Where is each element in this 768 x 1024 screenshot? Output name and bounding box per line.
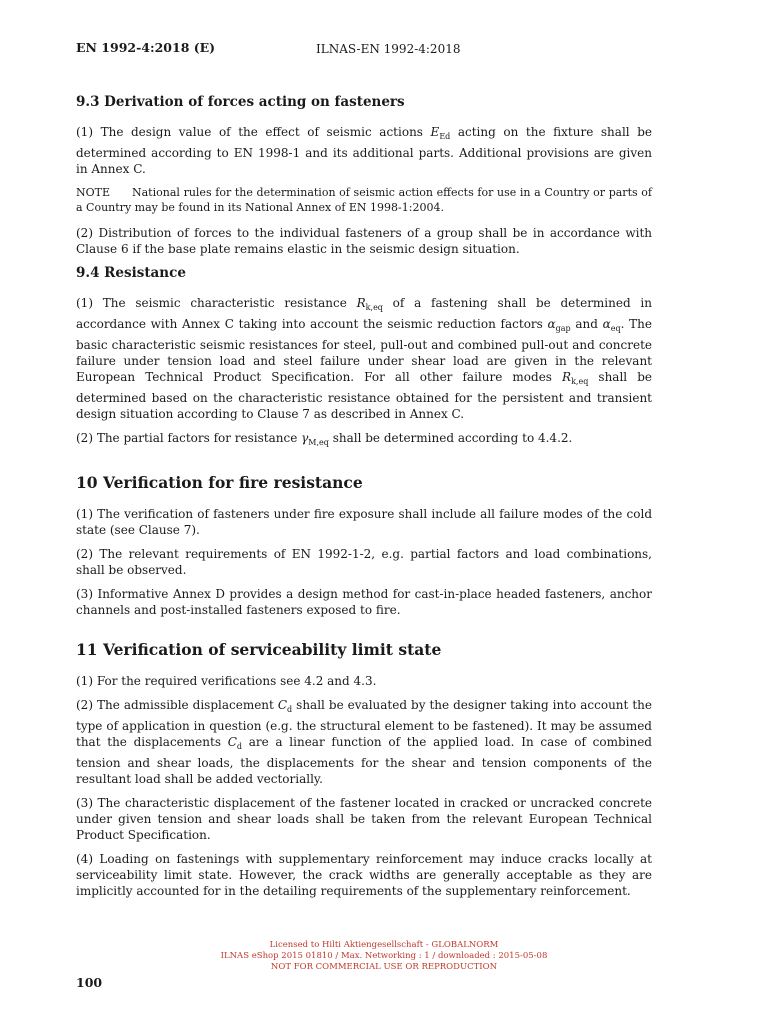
- section-9-3-para-2: (2) Distribution of forces to the individual fasteners of a group shall be in accordance with Clause 6 if the base plate remains elastic in the seismic design situation.: [76, 226, 652, 256]
- header-standard-id: EN 1992-4:2018 (E): [76, 40, 216, 55]
- section-11-para-4: (4) Loading on fastenings with supplementary reinforcement may induce cracks locally at serviceability limit state. However, the crack widths are generally acceptable as they are implicitly accounted for in the detailing requirements of the supplementary reinforcement.: [76, 852, 652, 898]
- section-9-4-title: 9.4 Resistance: [76, 265, 186, 281]
- header-ilnas-id: ILNAS-EN 1992-4:2018: [316, 42, 461, 56]
- section-9-4-para-1: (1) The seismic characteristic resistance $R_{k,eq}$ of a fastening shall be determined in accordance with Annex C taking into account the seismic reduction factors $\alpha_{gap}$ and $\alpha_{eq}$. The basic characteristic seismic resistances for steel, pull-out and combined pull-out and concrete failure under tension load and steel failure under shear load are given in the relevant European Technical Product Specification. For all other failure modes $R_{k,eq}$ shall be determined based on the characteristic resistance obtained for the persistent and transient design situation according to Clause 7 as described in Annex C.: [76, 296, 652, 421]
- section-11-para-2: (2) The admissible displacement $C_d$ shall be evaluated by the designer taking into account the type of application in question (e.g. the structural element to be fastened). It may be assumed that the displacements $C_d$ are a linear function of the applied load. In case of combined tension and shear loads, the displacements for the shear and tension components of the resultant load shall be added vectorially.: [76, 698, 652, 786]
- page-content: [76, 94, 652, 907]
- section-9-3-title: 9.3 Derivation of forces acting on fasteners: [76, 94, 405, 110]
- license-line-3: NOT FOR COMMERCIAL USE OR REPRODUCTION: [270, 962, 498, 972]
- section-9-3-para-1: (1) The design value of the effect of seismic actions $E_{Ed}$ acting on the fixture shall be determined according to EN 1998-1 and its additional parts. Additional provisions are given in Annex C.: [76, 125, 652, 176]
- section-10-title: 10 Verification for fire resistance: [76, 473, 363, 492]
- license-line-1: Licensed to Hilti Aktiengesellschaft - GLOBALNORM: [269, 940, 499, 950]
- section-11-title: 11 Verification of serviceability limit state: [76, 640, 442, 659]
- section-10-para-1: (1) The verification of fasteners under fire exposure shall include all failure modes of the cold state (see Clause 7).: [76, 507, 652, 537]
- section-11-para-3: (3) The characteristic displacement of the fastener located in cracked or uncracked concrete under given tension and shear loads shall be taken from the relevant European Technical Product Specification.: [76, 796, 652, 842]
- page-number: 100: [76, 975, 103, 990]
- license-line-2: ILNAS eShop 2015 01810 / Max. Networking : 1 / downloaded : 2015-05-08: [220, 951, 548, 961]
- section-10-para-3: (3) Informative Annex D provides a design method for cast-in-place headed fasteners, anchor channels and post-installed fasteners exposed to fire.: [76, 587, 652, 617]
- license-footer: [76, 940, 692, 973]
- section-11-para-1: (1) For the required verifications see 4.2 and 4.3.: [76, 674, 377, 688]
- section-9-4-para-2: (2) The partial factors for resistance $\gamma_{M,eq}$ shall be determined according to 4.4.2.: [76, 431, 573, 447]
- section-9-3-note: NOTE National rules for the determination of seismic action effects for use in a Country or parts of a Country may be found in its National Annex of EN 1998-1:2004.: [76, 186, 652, 214]
- section-10-para-2: (2) The relevant requirements of EN 1992-1-2, e.g. partial factors and load combinations, shall be observed.: [76, 547, 652, 577]
